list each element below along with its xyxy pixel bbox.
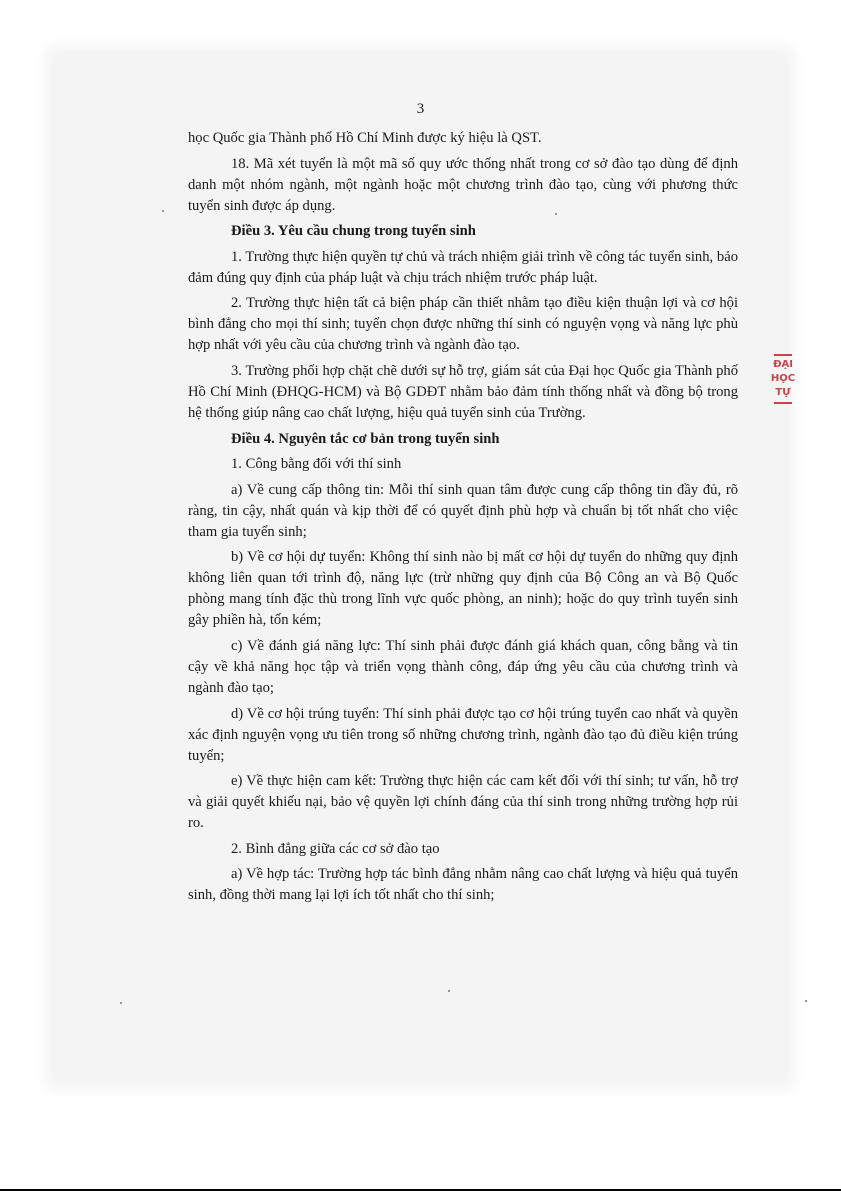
- article-4-item-1: 1. Công bằng đối với thí sinh: [231, 456, 402, 473]
- scan-speck: [555, 213, 557, 215]
- stamp-text-2: HỌC: [770, 373, 796, 384]
- scan-speck: [805, 1000, 807, 1002]
- article-3-item-1: 1. Trường thực hiện quyền tự chủ và trách nhiệm giải trình về công tác tuyển sinh, bảo đảm đúng quy định của pháp luật và chịu trách nhiệm trước pháp luật.: [188, 248, 738, 286]
- stamp-mark: [774, 354, 792, 356]
- article-4-item-1e: e) Về thực hiện cam kết: Trường thực hiện các cam kết đối với thí sinh; tư vấn, hỗ trợ và giải quyết khiếu nại, bảo vệ quyền lợi chính đáng của thí sinh trong những trường hợp rủi ro.: [188, 773, 738, 832]
- article-3-heading: Điều 3. Yêu cầu chung trong tuyển sinh: [231, 223, 476, 240]
- stamp-mark: [774, 402, 792, 404]
- article-4-heading: Điều 4. Nguyên tắc cơ bản trong tuyển sinh: [231, 430, 500, 447]
- scan-speck: [162, 210, 164, 212]
- page-number: 3: [416, 101, 425, 117]
- stamp-text-3: TỰ: [775, 387, 791, 398]
- article-4-item-1b: b) Về cơ hội dự tuyển: Không thí sinh nào bị mất cơ hội dự tuyển do những quy định không liên quan tới trình độ, năng lực (trừ những quy định của Bộ Công an và Bộ Quốc phòng mang tính đặc thù trong lĩnh vực quốc phòng, an ninh); hoặc do quy trình tuyển sinh gây phiền hà, tốn kém;: [188, 549, 738, 629]
- stamp-text-1: ĐẠI: [773, 359, 793, 370]
- paragraph-item-18: 18. Mã xét tuyển là một mã số quy ước thống nhất trong cơ sở đào tạo dùng để định danh một nhóm ngành, một ngành hoặc một chương trình đào tạo, cùng với phương thức tuyển sinh được áp dụng.: [188, 155, 738, 214]
- paragraph-continuation: học Quốc gia Thành phố Hồ Chí Minh được ký hiệu là QST.: [188, 130, 542, 146]
- scan-speck: [120, 1002, 122, 1004]
- article-4-item-2: 2. Bình đẳng giữa các cơ sở đào tạo: [231, 840, 440, 857]
- document-body: [188, 128, 738, 911]
- article-4-item-1d: d) Về cơ hội trúng tuyển: Thí sinh phải được tạo cơ hội trúng tuyển cao nhất và quyền xác định nguyện vọng ưu tiên trong số những chương trình, ngành đào tạo đủ điều kiện trúng tuyển;: [188, 705, 738, 764]
- article-4-item-1a: a) Về cung cấp thông tin: Mỗi thí sinh quan tâm được cung cấp thông tin đầy đủ, rõ ràng, tin cậy, nhất quán và kịp thời để có quyết định phù hợp và chuẩn bị tốt nhất cho việc tham gia tuyển sinh;: [188, 481, 738, 540]
- article-3-item-2: 2. Trường thực hiện tất cả biện pháp cần thiết nhằm tạo điều kiện thuận lợi và cơ hội bình đẳng cho mọi thí sinh; tuyển chọn được những thí sinh có nguyện vọng và năng lực phù hợp nhất với yêu cầu của chương trình và ngành đào tạo.: [188, 295, 738, 354]
- article-4-item-2a: a) Về hợp tác: Trường hợp tác bình đẳng nhằm nâng cao chất lượng và hiệu quả tuyển sinh, đồng thời mang lại lợi ích tốt nhất cho thí sinh;: [188, 866, 738, 904]
- scan-speck: [448, 990, 450, 992]
- article-3-item-3: 3. Trường phối hợp chặt chẽ dưới sự hỗ trợ, giám sát của Đại học Quốc gia Thành phố Hồ Chí Minh (ĐHQG-HCM) và Bộ GDĐT nhằm bảo đảm tính thống nhất và đồng bộ trong hệ thống giúp nâng cao chất lượng, hiệu quả tuyển sinh của Trường.: [188, 362, 738, 421]
- red-stamp-fragment: [770, 352, 796, 406]
- article-4-item-1c: c) Về đánh giá năng lực: Thí sinh phải được đánh giá khách quan, công bằng và tin cậy về khả năng học tập và triển vọng thành công, đáp ứng yêu cầu của chương trình và ngành đào tạo;: [188, 637, 738, 696]
